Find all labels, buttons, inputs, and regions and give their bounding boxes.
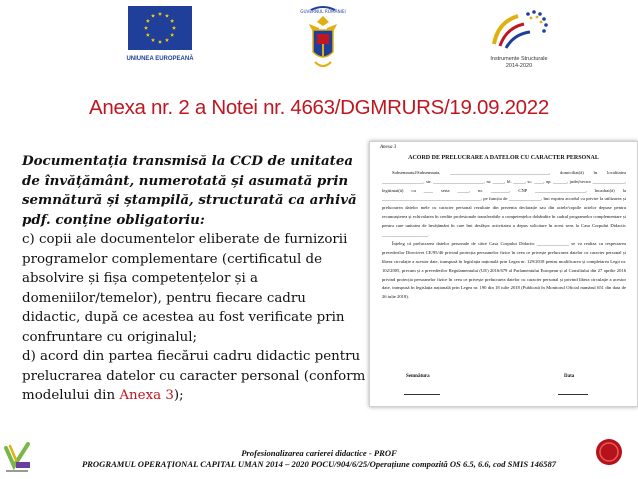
is-label-line2: 2014-2020 <box>505 63 533 69</box>
eu-stars-icon <box>128 6 192 50</box>
doc-signature-label: Semnătura <box>406 374 430 379</box>
doc-date-line <box>558 394 588 395</box>
eu-label: UNIUNEA EUROPEANĂ <box>126 56 194 62</box>
is-label-line1: Instrumente Structurale <box>490 56 548 62</box>
doc-title: ACORD DE PRELUCRARE A DATELOR CU CARACTER PERSONAL <box>408 155 599 161</box>
footer-line-2: PROGRAMUL OPERAȚIONAL CAPITAL UMAN 2014 – 2020 POCU/904/6/25/Operațiune compozită OS 6.5, 6.6, cod SMIS 146587 <box>81 459 557 469</box>
item-d-prefix: d) acord din partea fiecărui cadru didactic pentru prelucrarea datelor cu caracter personal (conform modelului din <box>22 349 366 403</box>
eu-star <box>172 26 176 30</box>
eu-star <box>151 38 155 42</box>
doc-paragraph-1: Subsemnatul/Subsemnata, ___________________________________________, domiciliat(ă) în localitatea __________________, str. ______________________, nr. _____, bl. _____, sc. ____, ap. ______, județ/sector ______________, legitimat(ă) cu ____ seria _____, nr. ________, CNP ______________________, încadrat(ă) la ___________________________________________, pe funcția de ______________, îmi exprim acordul cu privire la utilizarea și prelucrarea datelor mele cu caracter personal rezultate din prezenta declarație sau din actele/copiile actelor depuse pentru recunoașterea și echivalarea în credite profesionale transferabile a competențelor dobândite în cadrul programelor complementare și pentru care unitatea de învățământ în care îmi desfășor activitatea a depus solicitare în acest sens la Casa Corpului Didactic ____________________. <box>382 170 626 237</box>
logo-bar <box>0 0 638 80</box>
page-title: Anexa nr. 2 a Notei nr. 4663/DGMRURS/19.09.2022 <box>89 96 549 119</box>
item-d-suffix: ); <box>173 388 184 403</box>
eu-star <box>146 33 150 37</box>
eu-star <box>144 26 148 30</box>
eu-logo <box>120 6 200 76</box>
structural-instruments-label <box>484 56 554 70</box>
eu-star <box>165 14 169 18</box>
romanian-coat-of-arms-icon <box>297 4 349 74</box>
eu-star <box>158 40 162 44</box>
structural-instruments-logo <box>484 4 554 76</box>
eu-star <box>165 38 169 42</box>
annex-3-reference: Anexa 3 <box>119 388 174 403</box>
intro-text: Documentația transmisă la CCD de unitatea de învățământ, numerotată și asumată prin semnătură și ștampilă, structurată ca arhivă pdf. conține obligatoriu: <box>22 153 357 228</box>
main-text <box>22 152 367 406</box>
footer <box>0 448 638 470</box>
eu-star <box>170 33 174 37</box>
doc-paragraph-2: Înțeleg că prelucrarea datelor personale de către Casa Corpului Didactic ______________ se va realiza cu respectarea prevederilor Directivei CE/95/46 privind protecția persoanelor fizice în ceea ce privește prelucrarea datelor cu caracter personal și libera circulație a acestor date, transpusă în legislația națională prin Legea nr. 129/2018 pentru modificarea și completarea Legii nr. 102/2005, precum și a prevederilor Regulamentului (UE) 2016/679 al Parlamentului European și al Consiliului din 27 aprilie 2016 privind protecția persoanelor fizice în ceea ce privește prelucrarea datelor cu caracter personal și privind libera circulație a acestor date, transpusă în legislația națională prin Legea nr. 190 din 18 iulie 2018 (Publicată în Monitorul Oficial numărul 651 din data de 26 iulie 2018). <box>382 241 626 300</box>
item-c-text: c) copii ale documentelor eliberate de furnizorii programelor complementare (certificatul de absolvire și fișa competențelor și a domeniilor/temelor), pentru fiecare cadru didactic, după ce acestea au fost verificate prin confruntare cu originalul; <box>22 232 348 345</box>
eu-star <box>151 14 155 18</box>
page-badge-icon <box>594 437 624 467</box>
annex-3-document-preview <box>369 141 638 407</box>
structural-instruments-logo-icon <box>484 4 554 56</box>
doc-signature-line <box>404 394 440 395</box>
doc-anexa-label: Anexa 3 <box>380 145 397 150</box>
eu-star <box>170 19 174 23</box>
eu-star <box>146 19 150 23</box>
doc-body <box>382 169 626 303</box>
doc-date-label: Data <box>564 374 575 379</box>
eu-flag-icon <box>128 6 192 50</box>
footer-line-1: Profesionalizarea carierei didactice - PROF <box>241 448 397 458</box>
gov-label: GUVERNUL ROMÂNIEI <box>300 9 346 14</box>
eu-star <box>158 12 162 16</box>
